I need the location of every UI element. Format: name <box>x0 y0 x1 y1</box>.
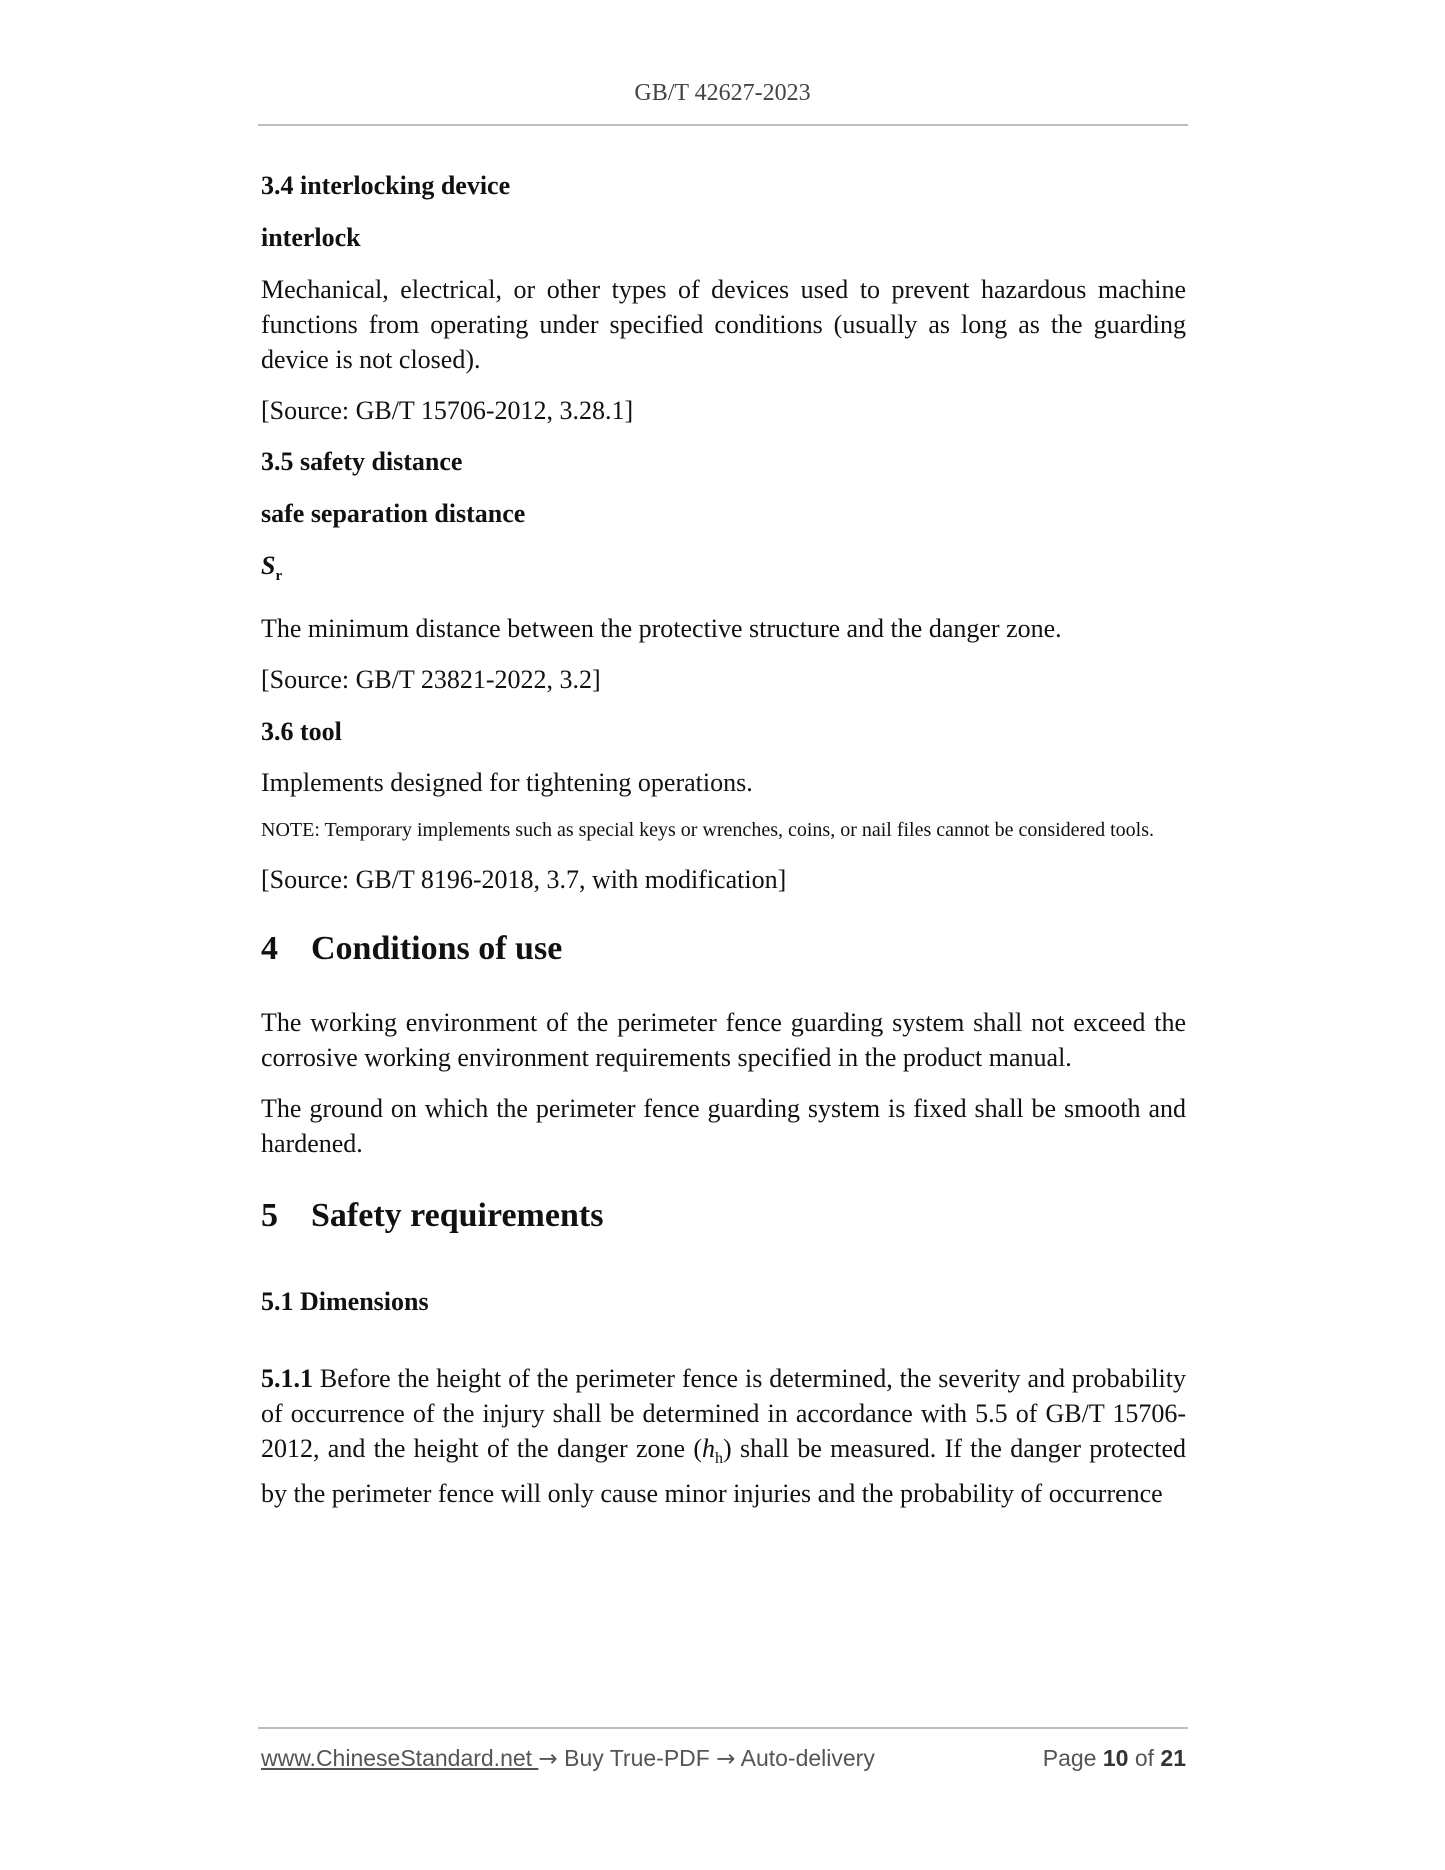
section-4-number: 4 <box>261 930 278 968</box>
section-5-title: Safety requirements <box>311 1197 604 1235</box>
section-5-number: 5 <box>261 1197 278 1235</box>
term-3-5-synonym: safe separation distance <box>261 499 526 528</box>
clause-5-1-1-variable-sub: h <box>715 1450 723 1468</box>
footer-website-link[interactable]: www.ChineseStandard.net <box>261 1745 539 1771</box>
clause-5-1-1-variable: h <box>702 1434 715 1464</box>
term-3-6-note: NOTE: Temporary implements such as special keys or wrenches, coins, or nail files cannot be considered tools. <box>261 819 1154 842</box>
symbol-letter: S <box>261 551 276 580</box>
section-4-title: Conditions of use <box>311 930 563 968</box>
term-3-5-source: [Source: GB/T 23821-2022, 3.2] <box>261 665 601 695</box>
term-3-6-definition: Implements designed for tightening operations. <box>261 768 753 798</box>
page-number: 10 <box>1102 1745 1129 1771</box>
arrow-right-icon: → <box>538 1746 558 1772</box>
header-rule <box>258 124 1188 126</box>
term-3-5-title: 3.5 safety distance <box>261 447 463 476</box>
footer-page-indicator <box>1043 1745 1186 1772</box>
clause-5-1-1-number: 5.1.1 <box>261 1364 313 1394</box>
term-3-5-definition: The minimum distance between the protective structure and the danger zone. <box>261 614 1062 644</box>
clause-5-1-1-text-a: Before the height of the perimeter fence is determined, the severity and probability of occurrence of the injury shall be determined in accordance with 5.5 of GB/T 15706-2012, and the height of the danger zone ( <box>261 1364 1186 1464</box>
term-3-4-definition: Mechanical, electrical, or other types of devices used to prevent hazardous machine functions from operating under specified conditions (usually as long as the guarding device is not closed). <box>261 275 1186 374</box>
term-3-4-synonym: interlock <box>261 223 361 252</box>
page-label: Page <box>1042 1745 1103 1771</box>
footer <box>261 1745 1186 1781</box>
clause-5-1-1-text-b: ) shall be measured. If the danger protected by the perimeter fence will only cause minor injuries and the probability of occurrence <box>261 1434 1186 1509</box>
footer-buy-text: Buy True-PDF <box>557 1745 717 1771</box>
header-standard-code: GB/T 42627-2023 <box>634 80 811 106</box>
of-label: of <box>1128 1745 1161 1771</box>
term-3-5-symbol <box>261 548 1186 594</box>
section-5-1-title: 5.1 Dimensions <box>261 1287 429 1317</box>
symbol-subscript: r <box>275 568 283 585</box>
term-3-6-source: [Source: GB/T 8196-2018, 3.7, with modification] <box>261 865 787 895</box>
section-4-paragraph-1: The working environment of the perimeter fence guarding system shall not exceed the corrosive working environment requirements specified in the product manual. <box>261 1008 1186 1073</box>
section-5-heading <box>261 1194 1186 1238</box>
clause-5-1-1 <box>261 1361 1186 1511</box>
footer-rule <box>258 1727 1188 1729</box>
term-3-4-source: [Source: GB/T 15706-2012, 3.28.1] <box>261 396 634 425</box>
section-4-paragraph-2: The ground on which the perimeter fence guarding system is fixed shall be smooth and hardened. <box>261 1094 1186 1159</box>
arrow-right-icon: → <box>716 1746 736 1772</box>
section-4-heading <box>261 927 1186 971</box>
footer-left <box>261 1745 875 1772</box>
footer-delivery-text: Auto-delivery <box>735 1745 875 1771</box>
term-3-6-title: 3.6 tool <box>261 717 342 747</box>
term-3-4-title: 3.4 interlocking device <box>261 171 511 200</box>
page-total: 21 <box>1160 1745 1186 1771</box>
page-content <box>261 168 1186 1511</box>
